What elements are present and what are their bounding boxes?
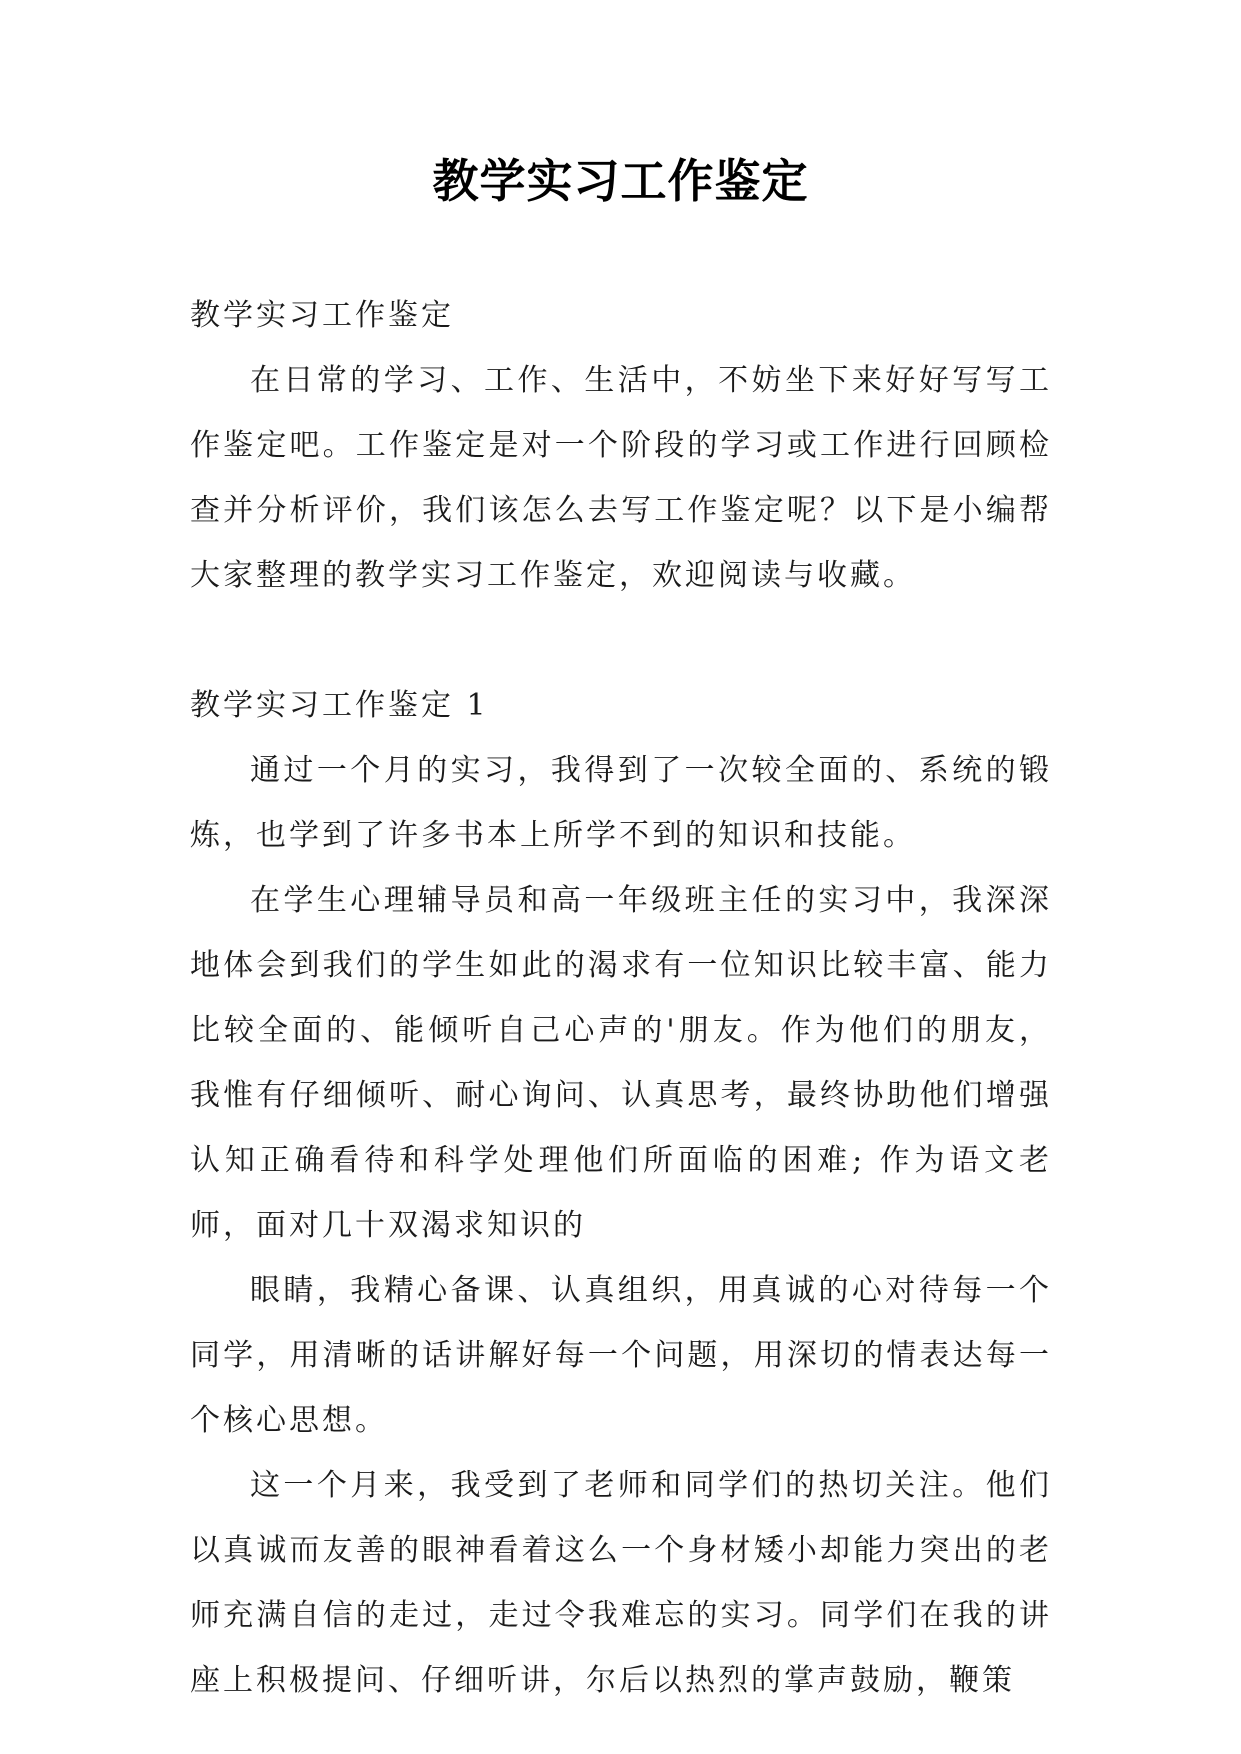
section-heading: 教学实习工作鉴定 1 [190,688,489,723]
body-paragraph: 这一个月来，我受到了老师和同学们的热切关注。他们以真诚而友善的眼神看着这么一个身材矮小却能力突出的老师充满自信的走过，走过令我难忘的实习。同学们在我的讲座上积极提问、仔细听讲，尔后以热烈的掌声鼓励，鞭策 [190,1468,1052,1698]
paragraph-gap [190,608,1052,673]
document-body [190,283,1052,1713]
body-paragraph: 眼睛，我精心备课、认真组织，用真诚的心对待每一个同学，用清晰的话讲解好每一个问题，用深切的情表达每一个核心思想。 [190,1273,1052,1438]
body-paragraph: 在学生心理辅导员和高一年级班主任的实习中，我深深地体会到我们的学生如此的渴求有一位知识比较丰富、能力比较全面的、能倾听自己心声的'朋友。作为他们的朋友，我惟有仔细倾听、耐心询问、认真思考，最终协助他们增强认知正确看待和科学处理他们所面临的困难; 作为语文老师，面对几十双渴求知识的 [190,883,1052,1243]
body-paragraph: 通过一个月的实习，我得到了一次较全面的、系统的锻炼，也学到了许多书本上所学不到的知识和技能。 [190,753,1052,853]
document-title: 教学实习工作鉴定 [432,154,809,208]
subtitle-line: 教学实习工作鉴定 [190,298,454,333]
intro-paragraph: 在日常的学习、工作、生活中，不妨坐下来好好写写工作鉴定吧。工作鉴定是对一个阶段的学习或工作进行回顾检查并分析评价，我们该怎么去写工作鉴定呢？以下是小编帮大家整理的教学实习工作鉴定，欢迎阅读与收藏。 [190,363,1052,593]
